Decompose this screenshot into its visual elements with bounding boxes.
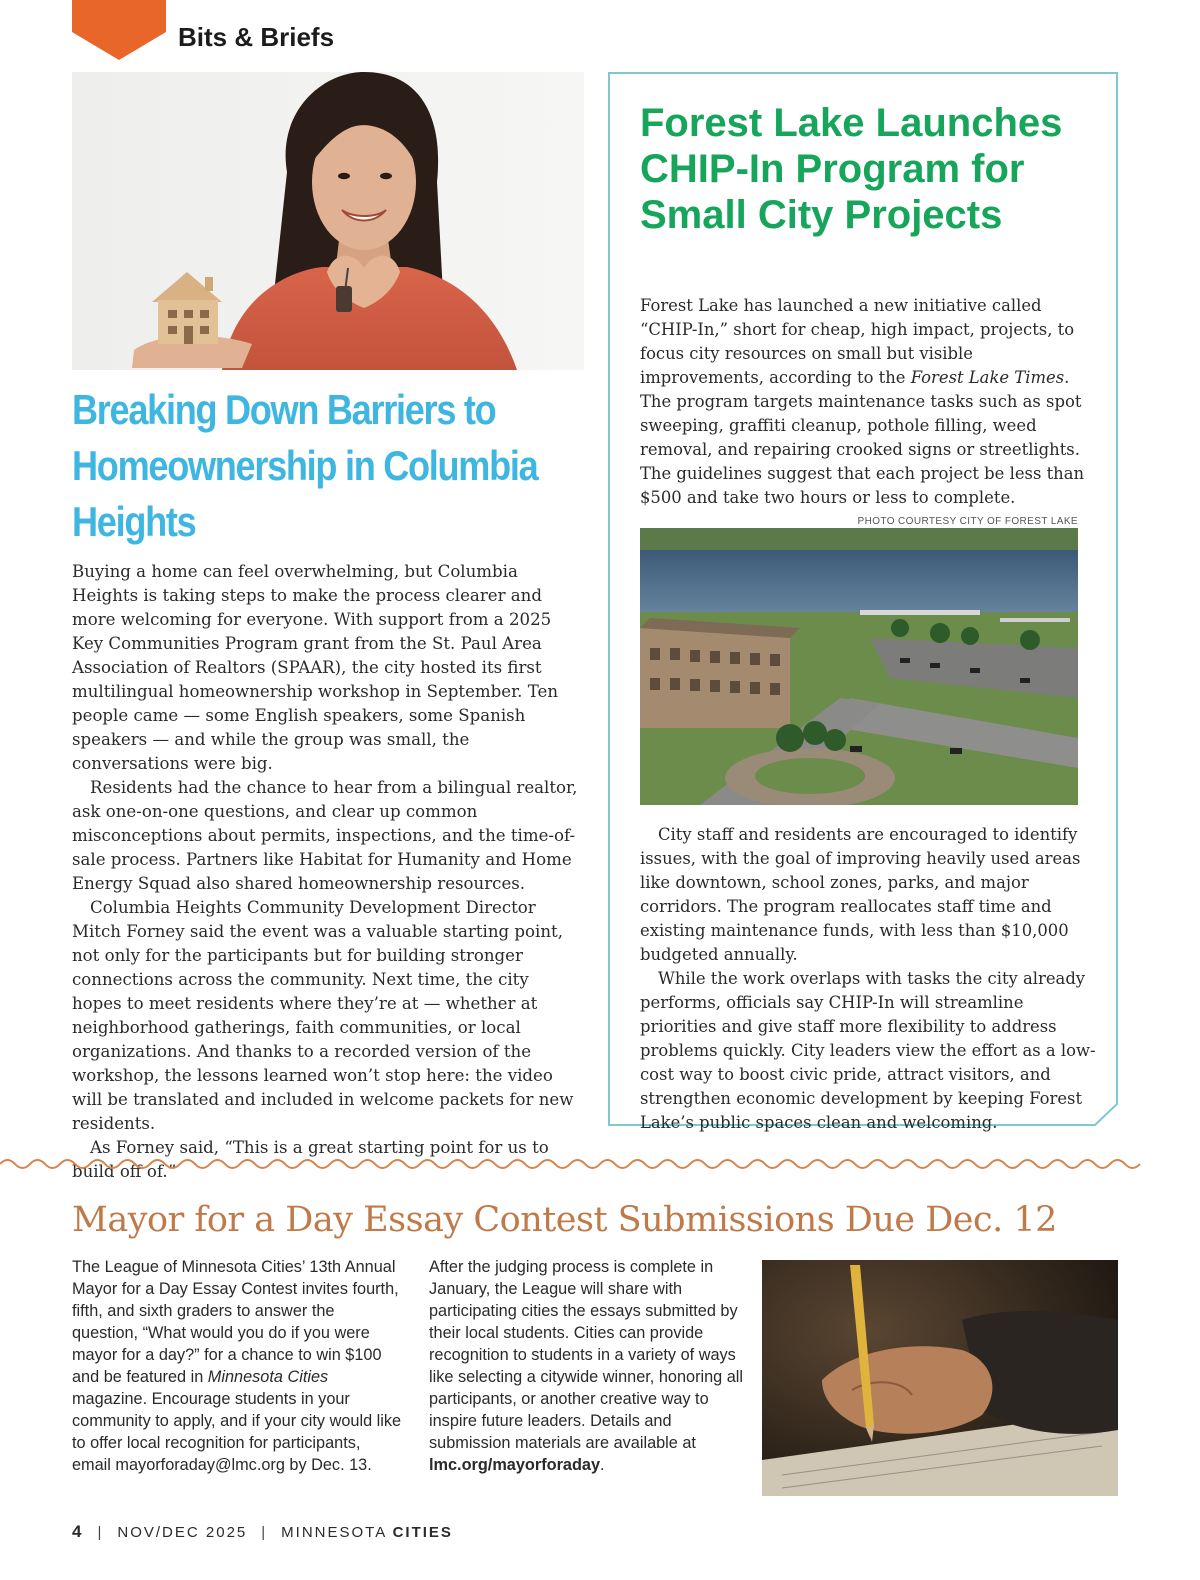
section-tab-marker <box>72 0 166 60</box>
magazine-name: Minnesota Cities <box>207 1368 329 1386</box>
hand-writing-photo <box>762 1260 1118 1496</box>
right-article-title: Forest Lake Launches CHIP-In Program for Small City Projects <box>640 101 1063 237</box>
left-paragraph: As Forney said, “This is a great starting point for us to build off of.” <box>72 1138 549 1181</box>
left-paragraph: Columbia Heights Community Development Director Mitch Forney said the event was a valuable starting point, not only for the participants but for building stronger connections across the community. Next time, the city hopes to meet residents where they’re at — whether at neighborhood gatherings, faith communities, or local organizations. And thanks to a recorded version of the workshop, the lessons learned won’t stop here: the video will be translated and included in welcome packets for new residents. <box>72 898 574 1133</box>
page-footer <box>72 1522 453 1542</box>
right-article-body <box>640 823 1100 1135</box>
mayor-article-title: Mayor for a Day Essay Contest Submissions Due Dec. 12 <box>72 1200 1057 1240</box>
magazine-name-regular: MINNESOTA <box>281 1524 393 1541</box>
footer-separator: | <box>97 1524 104 1541</box>
forest-lake-aerial-photo <box>640 528 1078 805</box>
page-number: 4 <box>72 1522 84 1541</box>
mayor-column-2 <box>429 1256 747 1476</box>
mayor-col1-text: The League of Minnesota Cities’ 13th Annual Mayor for a Day Essay Contest invites fourth, fifth, and sixth graders to answer the question, “What would you do if you were mayor for a day?” for a chance to win $100 and be featured in <box>72 1258 399 1386</box>
section-label: Bits & Briefs <box>178 22 335 52</box>
mayor-col2-text: After the judging process is complete in January, the League will share with participating cities the essays submitted by their local students. Cities can provide recognition to students in a variety of ways like selecting a citywide winner, honoring all participants, or another creative way to inspire future leaders. Details and submission materials are available at <box>429 1258 744 1452</box>
right-intro-text: Forest Lake has launched a new initiative called “CHIP-In,” short for cheap, high impact, projects, to focus city resources on small but visible improvements, according to the <box>640 296 1075 387</box>
woman-with-house-photo <box>72 72 584 370</box>
left-article-title: Breaking Down Barriers to Homeownership in Columbia Heights <box>72 386 538 545</box>
right-paragraph: City staff and residents are encouraged to identify issues, with the goal of improving heavily used areas like downtown, school zones, parks, and major corridors. The program reallocates staff time and existing maintenance funds, with less than $10,000 budgeted annually. <box>640 825 1081 964</box>
newspaper-name: Forest Lake Times <box>910 368 1065 387</box>
left-paragraph: Buying a home can feel overwhelming, but Columbia Heights is taking steps to make the process clearer and more welcoming for everyone. With support from a 2025 Key Communities Program grant from the St. Paul Area Association of Realtors (SPAAR), the city hosted its first multilingual homeownership workshop in September. Ten people came — some English speakers, some Spanish speakers — and while the group was small, the conversations were big. <box>72 562 559 773</box>
right-article-intro <box>640 294 1100 510</box>
right-paragraph: While the work overlaps with tasks the city already performs, officials say CHIP-In will streamline priorities and give staff more flexibility to address problems quickly. City leaders view the effort as a low-cost way to boost civic pride, attract visitors, and strengthen economic development by keeping Forest Lake’s public spaces clean and welcoming. <box>640 969 1096 1132</box>
footer-separator: | <box>261 1524 268 1541</box>
mayor-column-1 <box>72 1256 402 1476</box>
wavy-divider <box>0 1154 1200 1174</box>
left-paragraph: Residents had the chance to hear from a bilingual realtor, ask one-on-one questions, and clear up common misconceptions about permits, inspections, and the time-of-sale process. Partners like Habitat for Humanity and Home Energy Squad also shared homeownership resources. <box>72 778 578 893</box>
left-article-body <box>72 560 580 1184</box>
right-intro-text: . The program targets maintenance tasks such as spot sweeping, graffiti cleanup, pothole filling, weed removal, and repairing crooked signs or streetlights. The guidelines suggest that each project be less than $500 and take two hours or less to complete. <box>640 368 1085 507</box>
issue-date: NOV/DEC 2025 <box>117 1524 248 1541</box>
photo-credit: PHOTO COURTESY CITY OF FOREST LAKE <box>857 516 1078 527</box>
mayor-for-a-day-link[interactable]: lmc.org/mayorforaday <box>429 1456 601 1474</box>
mayor-col1-text: magazine. Encourage students in your community to apply, and if your city would like to offer local recognition for participants, email mayorforaday@lmc.org by Dec. 13. <box>72 1390 402 1474</box>
magazine-name-bold: CITIES <box>392 1524 453 1541</box>
mayor-col2-text: . <box>600 1456 605 1474</box>
